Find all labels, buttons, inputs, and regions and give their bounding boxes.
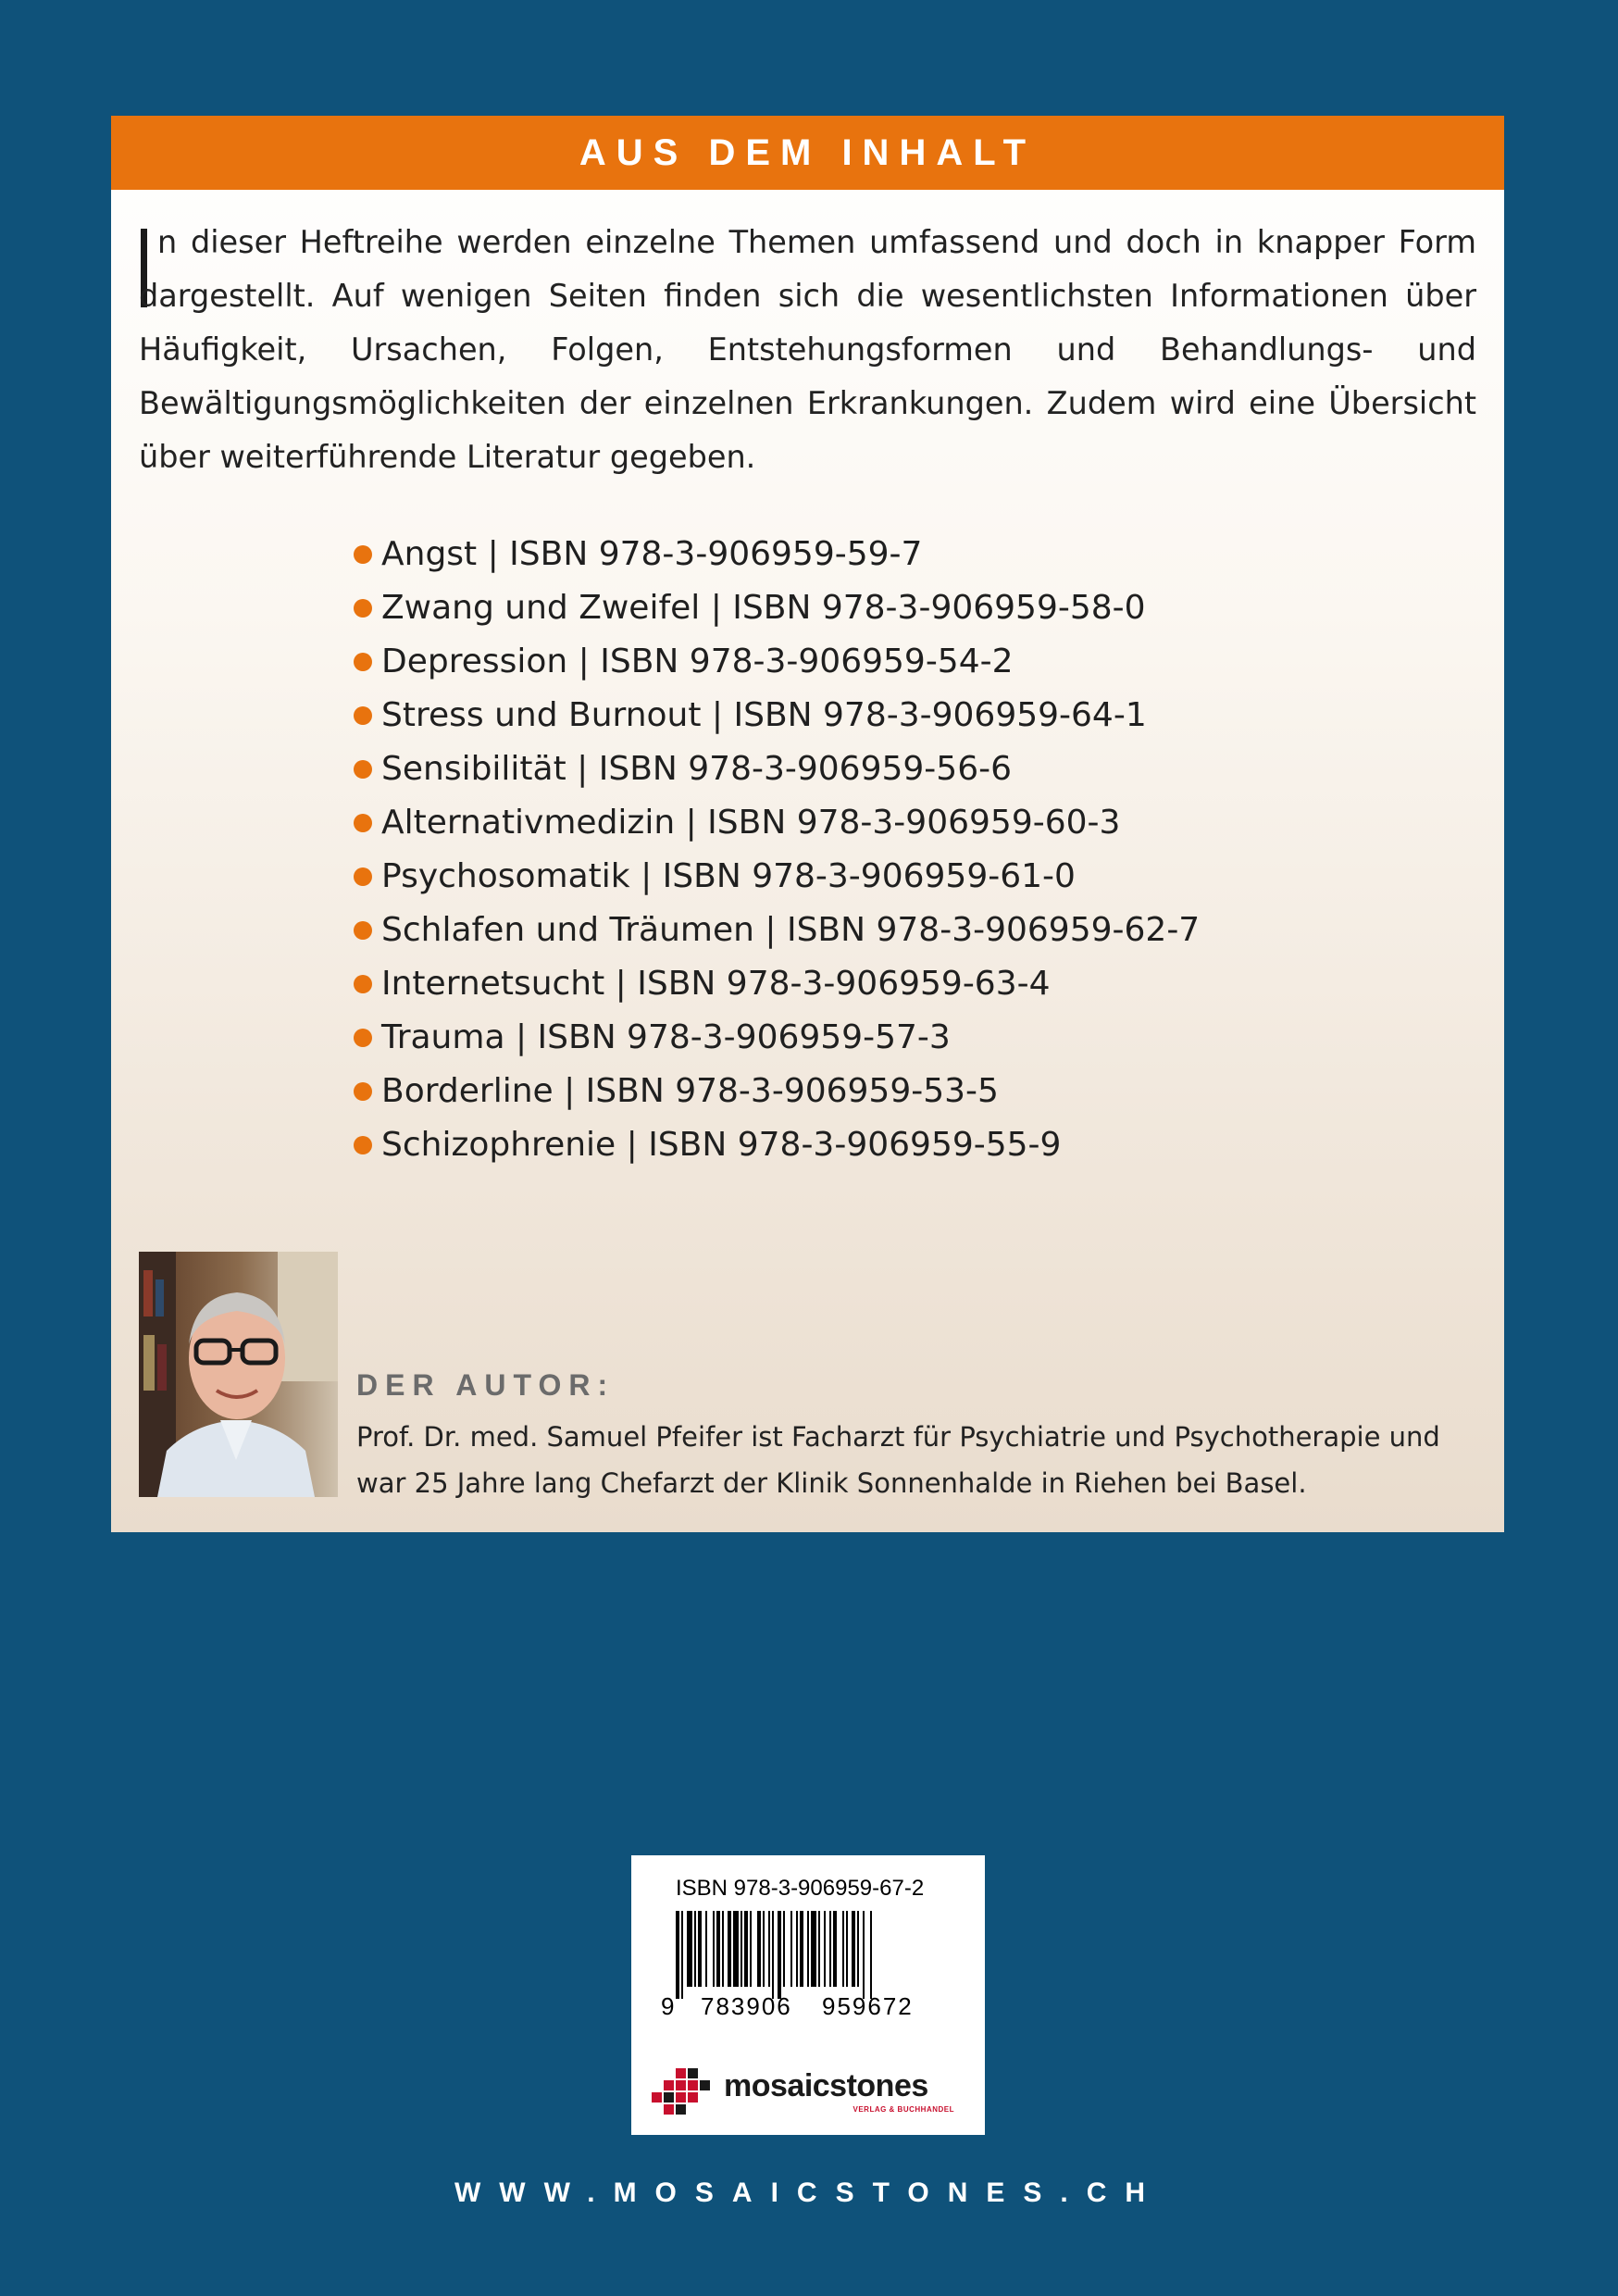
book-list-item xyxy=(354,957,1200,1011)
barcode-bar xyxy=(713,1911,715,1987)
barcode-bar xyxy=(829,1911,831,1987)
content-panel xyxy=(111,116,1504,1532)
book-label: Schizophrenie | ISBN 978-3-906959-55-9 xyxy=(381,1126,1062,1164)
book-list-item xyxy=(354,1118,1200,1172)
author-photo xyxy=(139,1252,338,1497)
bullet-icon xyxy=(354,760,372,779)
barcode-bar xyxy=(800,1911,803,1987)
website-url: WWW.MOSAICSTONES.CH xyxy=(454,2177,1164,2208)
book-label: Psychosomatik | ISBN 978-3-906959-61-0 xyxy=(381,857,1076,895)
book-list-item xyxy=(354,742,1200,796)
intro-text: n dieser Heftreihe werden einzelne Themen umfassend und doch in knapper Form dargestellt. Auf wenigen Seiten finden sich die wesentlichsten Informationen über Häufigkeit, Ursachen, Folgen, Entstehungsformen und Behandlungs- und Bewältigungsmöglichkeiten der einzelnen Erkrankungen. Zudem wird eine Übersicht über weiterführende Literatur gegeben. xyxy=(139,224,1476,475)
book-list-item xyxy=(354,635,1200,689)
author-heading: DER AUTOR: xyxy=(356,1368,616,1402)
barcode-bar xyxy=(852,1911,855,1987)
barcode-bar xyxy=(811,1911,816,1987)
barcode-bar xyxy=(728,1911,731,1987)
bullet-icon xyxy=(354,545,372,564)
author-bio: Prof. Dr. med. Samuel Pfeifer ist Facharzt für Psychiatrie und Psychotherapie und war 25 Jahre lang Chefarzt der Klinik Sonnenhalde in Riehen bei Basel. xyxy=(356,1421,1440,1499)
bullet-icon xyxy=(354,975,372,993)
book-label: Schlafen und Träumen | ISBN 978-3-906959-62-7 xyxy=(381,911,1201,949)
book-list-item xyxy=(354,904,1200,957)
barcode-bar xyxy=(807,1911,809,1987)
barcode-bar xyxy=(818,1911,820,1987)
book-list-item xyxy=(354,528,1200,581)
book-label: Trauma | ISBN 978-3-906959-57-3 xyxy=(381,1018,951,1056)
bullet-icon xyxy=(354,921,372,940)
publisher-logo xyxy=(652,2065,971,2120)
barcode-bar xyxy=(741,1911,742,1987)
barcode-image xyxy=(676,1911,944,1999)
publisher-tagline: VERLAG & BUCHHANDEL xyxy=(853,2105,954,2114)
bullet-icon xyxy=(354,1136,372,1154)
barcode-bar xyxy=(870,1911,872,1999)
mosaic-tiles-icon xyxy=(652,2065,716,2116)
book-list xyxy=(354,528,1200,1172)
section-header xyxy=(111,116,1504,190)
barcode-bar xyxy=(716,1911,720,1987)
bullet-icon xyxy=(354,599,372,618)
barcode-bar xyxy=(750,1911,752,1987)
bullet-icon xyxy=(354,706,372,725)
bullet-icon xyxy=(354,814,372,832)
barcode-bar xyxy=(824,1911,826,1987)
barcode-bar xyxy=(842,1911,844,1987)
bullet-icon xyxy=(354,653,372,671)
book-label: Angst | ISBN 978-3-906959-59-7 xyxy=(381,535,923,573)
barcode-bar xyxy=(833,1911,837,1987)
barcode-bar xyxy=(790,1911,792,1987)
book-label: Zwang und Zweifel | ISBN 978-3-906959-58-0 xyxy=(381,589,1146,627)
barcode-bar xyxy=(722,1911,724,1987)
book-list-item xyxy=(354,581,1200,635)
book-list-item xyxy=(354,796,1200,850)
barcode-bar xyxy=(863,1911,865,1999)
barcode-bar xyxy=(694,1911,696,1987)
barcode-bar xyxy=(744,1911,748,1987)
barcode-digit-first: 9 xyxy=(661,1992,675,2020)
section-title: AUS DEM INHALT xyxy=(579,131,1037,173)
barcode-box xyxy=(631,1855,985,2135)
book-label: Internetsucht | ISBN 978-3-906959-63-4 xyxy=(381,965,1051,1003)
barcode-bar xyxy=(757,1911,761,1987)
barcode-bar xyxy=(778,1911,781,1999)
barcode-bar xyxy=(733,1911,739,1987)
isbn-number: ISBN 978-3-906959-67-2 xyxy=(676,1876,925,1901)
book-list-item xyxy=(354,689,1200,742)
intro-paragraph xyxy=(139,216,1476,484)
barcode-bar xyxy=(763,1911,765,1987)
book-label: Borderline | ISBN 978-3-906959-53-5 xyxy=(381,1072,999,1110)
book-label: Alternativmedizin | ISBN 978-3-906959-60-3 xyxy=(381,804,1121,842)
barcode-digits-left: 783906 xyxy=(701,1992,792,2020)
author-portrait-image xyxy=(139,1252,338,1497)
barcode-bar xyxy=(698,1911,702,1987)
publisher-name: mosaicstones xyxy=(724,2068,928,2103)
barcode-bar xyxy=(772,1911,774,1999)
book-label: Sensibilität | ISBN 978-3-906959-56-6 xyxy=(381,750,1012,788)
barcode-bar xyxy=(783,1911,785,1987)
bullet-icon xyxy=(354,1029,372,1047)
book-list-item xyxy=(354,1065,1200,1118)
barcode-bar xyxy=(676,1911,679,1999)
barcode-digits-right: 959672 xyxy=(822,1992,914,2020)
barcode-bar xyxy=(857,1911,859,1987)
book-label: Depression | ISBN 978-3-906959-54-2 xyxy=(381,643,1014,680)
book-label: Stress und Burnout | ISBN 978-3-906959-64-1 xyxy=(381,696,1147,734)
book-list-item xyxy=(354,1011,1200,1065)
barcode-bar xyxy=(768,1911,770,1987)
bullet-icon xyxy=(354,1082,372,1101)
barcode-bar xyxy=(846,1911,848,1987)
book-list-item xyxy=(354,850,1200,904)
bullet-icon xyxy=(354,867,372,886)
barcode-bar xyxy=(705,1911,707,1987)
barcode-bar xyxy=(681,1911,683,1999)
barcode-bar xyxy=(687,1911,692,1987)
barcode-bar xyxy=(796,1911,798,1987)
